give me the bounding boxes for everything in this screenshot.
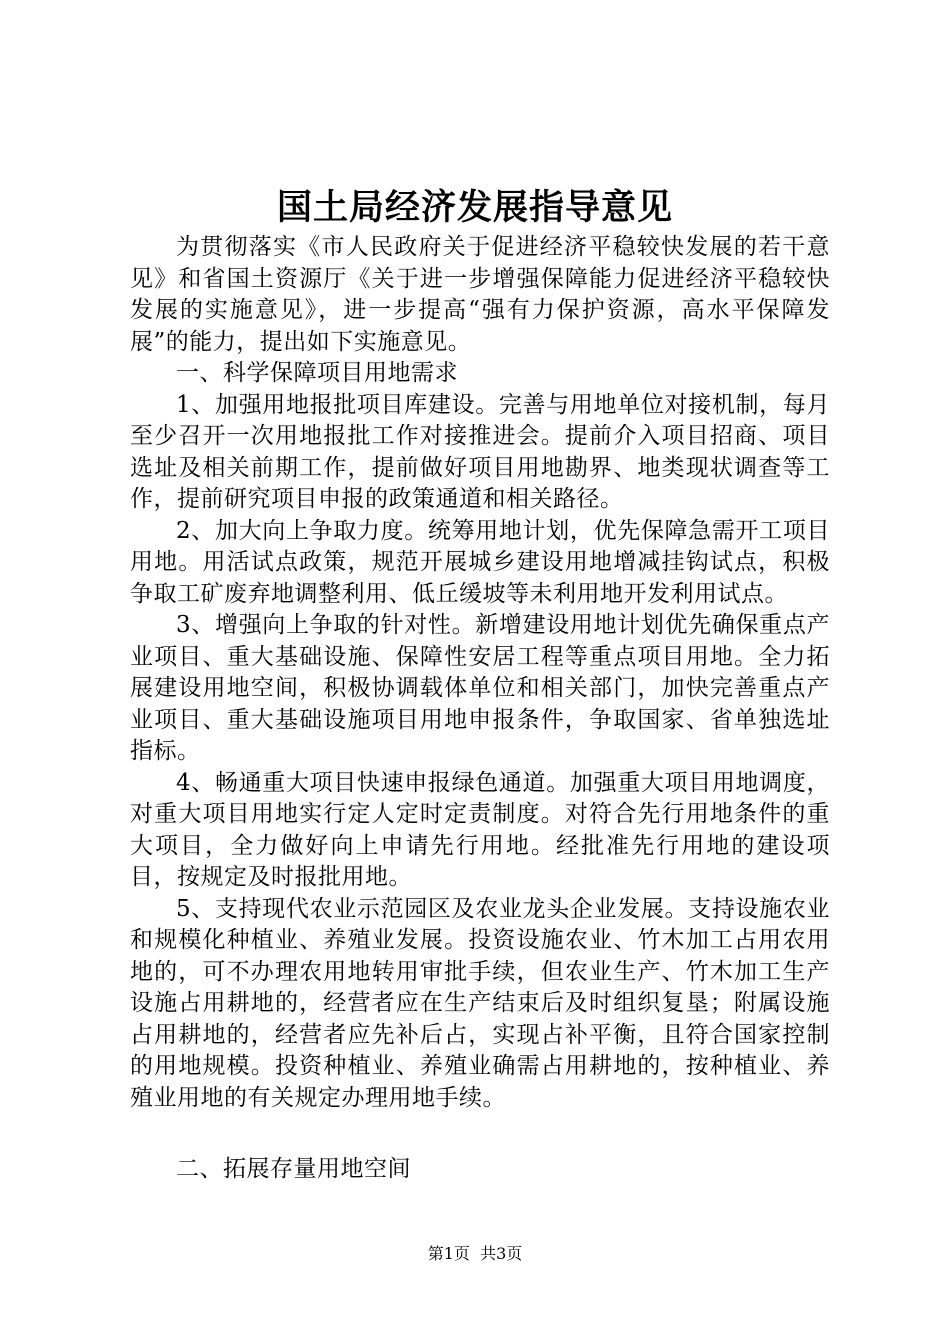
document-title: 国土局经济发展指导意见 bbox=[276, 187, 673, 228]
item-paragraph-3: 3、增强向上争取的针对性。新增建设用地计划优先确保重点产业项目、重大基础设施、保障性安居工程等重点项目用地。全力拓展建设用地空间，积极协调载体单位和相关部门，加快完善重点产业项目、重大基础设施项目用地申报条件，争取国家、省单独选址指标。 bbox=[130, 612, 830, 764]
document-body bbox=[130, 232, 830, 1186]
item-paragraph-4: 4、畅通重大项目快速申报绿色通道。加强重大项目用地调度，对重大项目用地实行定人定时定责制度。对符合先行用地条件的重大项目，全力做好向上申请先行用地。经批准先行用地的建设项目，按规定及时报批用地。 bbox=[130, 769, 830, 890]
item-paragraph-1: 1、加强用地报批项目库建设。完善与用地单位对接机制，每月至少召开一次用地报批工作对接推进会。提前介入项目招商、项目选址及相关前期工作，提前做好项目用地勘界、地类现状调查等工作，提前研究项目申报的政策通道和相关路径。 bbox=[130, 391, 830, 512]
item-paragraph-2: 2、加大向上争取力度。统筹用地计划，优先保障急需开工项目用地。用活试点政策，规范开展城乡建设用地增减挂钩试点，积极争取工矿废弃地调整利用、低丘缓坡等未利用地开发利用试点。 bbox=[130, 517, 830, 607]
page-footer bbox=[0, 1243, 950, 1265]
item-paragraph-5: 5、支持现代农业示范园区及农业龙头企业发展。支持设施农业和规模化种植业、养殖业发展。投资设施农业、竹木加工占用农用地的，可不办理农用地转用审批手续，但农业生产、竹木加工生产设施占用耕地的，经营者应在生产结束后及时组织复垦；附属设施占用耕地的，经营者应先补后占，实现占补平衡，且符合国家控制的用地规模。投资种植业、养殖业确需占用耕地的，按种植业、养殖业用地的有关规定办理用地手续。 bbox=[130, 895, 830, 1111]
intro-paragraph: 为贯彻落实《市人民政府关于促进经济平稳较快发展的若干意见》和省国土资源厅《关于进一步增强保障能力促进经济平稳较快发展的实施意见》，进一步提高“强有力保护资源，高水平保障发展”的能力，提出如下实施意见。 bbox=[130, 234, 830, 355]
section-heading-2: 二、拓展存量用地空间 bbox=[176, 1156, 411, 1182]
page-number-label: 第1页 共3页 bbox=[427, 1244, 523, 1263]
section-heading-1: 一、科学保障项目用地需求 bbox=[176, 360, 458, 386]
